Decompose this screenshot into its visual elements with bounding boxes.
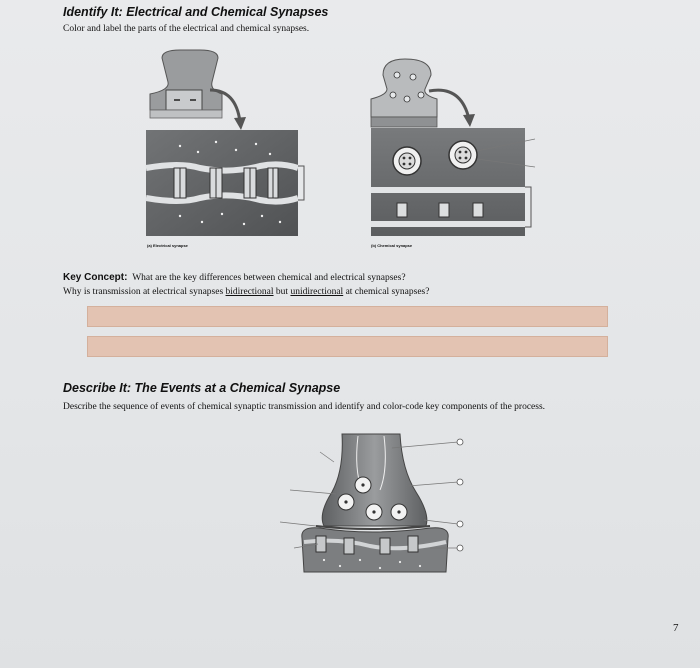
key-concept-question-1 bbox=[63, 272, 406, 283]
question-2-part-1: Why is transmission at electrical synapses bbox=[63, 287, 226, 297]
section-instruction-describe: Describe the sequence of events of chemical synaptic transmission and identify and color-code key components of the process. bbox=[63, 402, 546, 412]
section-heading-identify: Identify It: Electrical and Chemical Synapses bbox=[63, 5, 329, 19]
section-heading-describe: Describe It: The Events at a Chemical Synapse bbox=[63, 381, 341, 395]
answer-box-2[interactable] bbox=[87, 336, 608, 357]
answer-box-1[interactable] bbox=[87, 306, 608, 327]
key-concept-question-1-text: What are the key differences between chemical and electrical synapses? bbox=[132, 273, 406, 283]
question-2-part-2: but bbox=[273, 287, 291, 297]
key-concept-question-2 bbox=[63, 287, 429, 297]
section-instruction-identify: Color and label the parts of the electrical and chemical synapses. bbox=[63, 24, 310, 34]
question-2-bidirectional: bidirectional bbox=[225, 287, 274, 297]
question-2-unidirectional: unidirectional bbox=[290, 287, 344, 297]
caption-electrical-synapse: (a) Electrical synapse bbox=[147, 243, 188, 248]
caption-chemical-synapse: (b) Chemical synapse bbox=[371, 243, 413, 248]
chemical-synapse-diagram bbox=[365, 55, 565, 240]
question-2-part-3: at chemical synapses? bbox=[343, 287, 430, 297]
key-concept-label: Key Concept: bbox=[63, 272, 128, 283]
chemical-synapse-events-diagram bbox=[280, 430, 470, 580]
electrical-synapse-diagram bbox=[140, 50, 320, 245]
page-number: 7 bbox=[673, 622, 679, 634]
